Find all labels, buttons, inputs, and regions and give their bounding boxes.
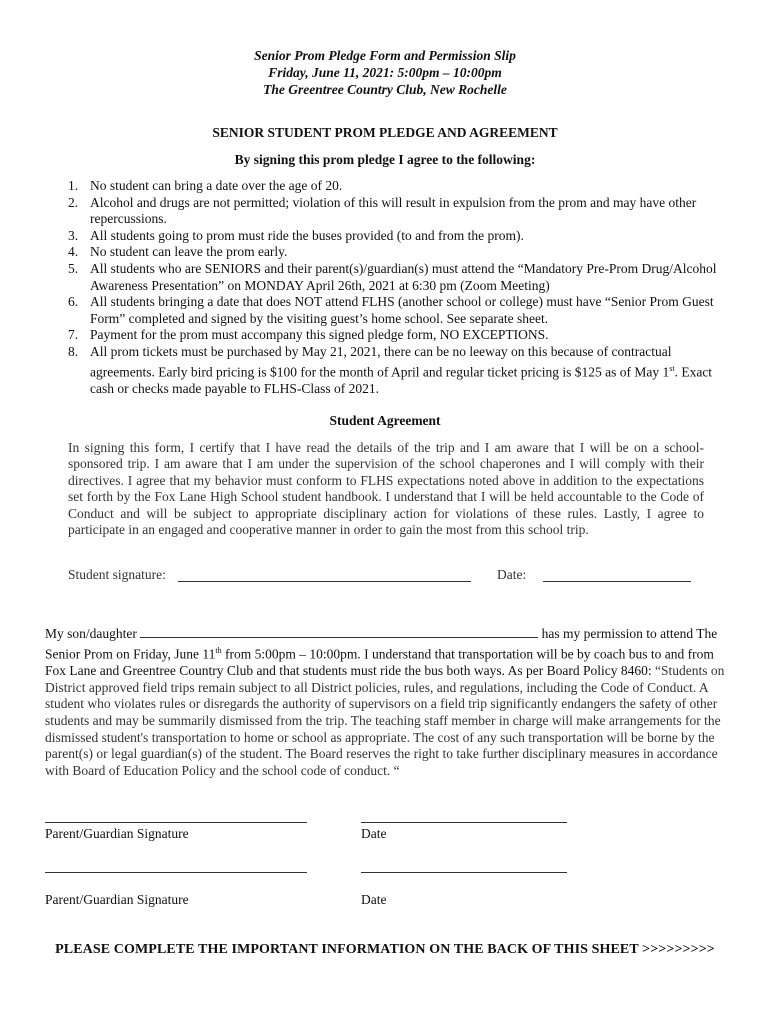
list-number: 5. [68, 260, 79, 276]
board-policy-quote: “Students on District approved field trips remain subject to all District policies, rules, and regulations, including the Code of Conduct. A student who violates rules or disregards the authority of supervisors on a field trip significantly endangers the safety of other students and may be summarily dismissed from the trip. The teaching staff member in charge will make arrangements for the dismissed student's transportation to home or school as appropriate. The cost of any such transportation will be borne by the parent(s) or legal guardian(s) of the student. The Board reserves the right to take further disciplinary measures in accordance with Board of Education Policy and the school code of conduct. “ [45, 662, 725, 779]
student-agreement-body: In signing this form, I certify that I have read the details of the trip and I am aware that I will be on a school-sponsored trip. I am aware that I am under the supervision of the school chaperones and I will comply with their directives. I agree that my behavior must conform to FLHS expectations noted above in addition to the expectations set forth by the Fox Lane High School student handbook. I understand that I will be held accountable to the Code of Conduct and will be subject to appropriate disciplinary action for violations of these rules. Lastly, I agree to participate in an engaged and cooperative manner in order to gain the most from this school trip. [68, 440, 704, 538]
list-item [68, 327, 728, 344]
pledge-intro: By signing this prom pledge I agree to the following: [234, 152, 536, 167]
event-venue: The Greentree Country Club, New Rochelle [263, 82, 507, 97]
student-name-field[interactable] [140, 626, 538, 638]
ordinal-suffix: st [669, 363, 675, 373]
list-text: Payment for the prom must accompany this signed pledge form, NO EXCEPTIONS. [90, 327, 549, 343]
parent-date-field-1[interactable] [361, 822, 567, 823]
list-number: 4. [68, 244, 79, 260]
list-number: 3. [68, 227, 79, 243]
student-signature-label: Student signature: [68, 567, 166, 582]
list-text: All students who are SENIORS and their parent(s)/guardian(s) must attend the “Mandatory Pre-Prom Drug/Alcohol Awareness Presentation” on MONDAY April 26th, 2021 at 6:30 pm (Zoom Meeting) [90, 260, 717, 293]
list-text: . Exact cash or checks made payable to FLHS-Class of 2021. [90, 364, 713, 396]
parent-signature-field-1[interactable] [45, 822, 307, 823]
list-text: All students bringing a date that does NOT attend FLHS (another school or college) must have “Senior Prom Guest Form” completed and signed by the visiting guest’s home school. See separate sheet. [90, 294, 714, 326]
list-text: Alcohol and drugs are not permitted; violation of this will result in expulsion from the prom and may have other repercussions. [90, 194, 697, 227]
list-number: 1. [68, 178, 79, 193]
parent-signature-field-2[interactable] [45, 872, 307, 873]
event-date: Friday, June 11, 2021: 5:00pm – 10:00pm [268, 65, 502, 80]
list-item [68, 294, 728, 327]
list-item [68, 344, 728, 397]
list-text: No student can leave the prom early. [90, 244, 288, 260]
pledge-rules-list [68, 178, 728, 397]
parent-date-label-1: Date [361, 826, 387, 841]
parent-signature-label-2: Parent/Guardian Signature [45, 892, 189, 907]
list-item [68, 178, 728, 195]
ordinal-suffix: th [215, 645, 222, 655]
list-number: 8. [68, 343, 79, 359]
parent-lead-text: My son/daughter [45, 626, 137, 641]
parent-date-label-2: Date [361, 892, 387, 907]
parent-date-field-2[interactable] [361, 872, 567, 873]
back-of-sheet-notice: PLEASE COMPLETE THE IMPORTANT INFORMATION ON THE BACK OF THIS SHEET >>>>>>>>> [55, 942, 715, 957]
parent-transport-text: from 5:00pm – 10:00pm. I understand that transportation will be by coach bus to and from Fox Lane and Greentree Country Club and that students must ride the bus both ways. As per Board Policy 8460: [45, 646, 714, 678]
student-agreement-heading: Student Agreement [329, 413, 441, 428]
list-number: 2. [68, 194, 79, 210]
parent-permission-text: has my permission to attend The Senior Prom on Friday, June 11 [45, 626, 718, 662]
parent-signature-label-1: Parent/Guardian Signature [45, 826, 189, 841]
student-date-label: Date: [497, 567, 527, 582]
form-title: Senior Prom Pledge Form and Permission Slip [254, 48, 516, 63]
list-item [68, 244, 728, 261]
list-item [68, 261, 728, 294]
pledge-heading: SENIOR STUDENT PROM PLEDGE AND AGREEMENT [212, 125, 558, 140]
list-text: All prom tickets must be purchased by May 21, 2021, there can be no leeway on this because of contractual agreements. Early bird pricing is $100 for the month of April and regular ticket pricing is $125 as of May 1 [90, 343, 672, 380]
list-text: No student can bring a date over the age of 20. [90, 178, 343, 193]
student-signature-field[interactable] [178, 581, 471, 582]
list-item [68, 195, 728, 228]
list-item [68, 228, 728, 245]
list-number: 7. [68, 327, 79, 343]
list-number: 6. [68, 294, 79, 310]
student-date-field[interactable] [543, 581, 691, 582]
list-text: All students going to prom must ride the buses provided (to and from the prom). [90, 227, 524, 243]
parent-permission-paragraph [45, 626, 725, 780]
